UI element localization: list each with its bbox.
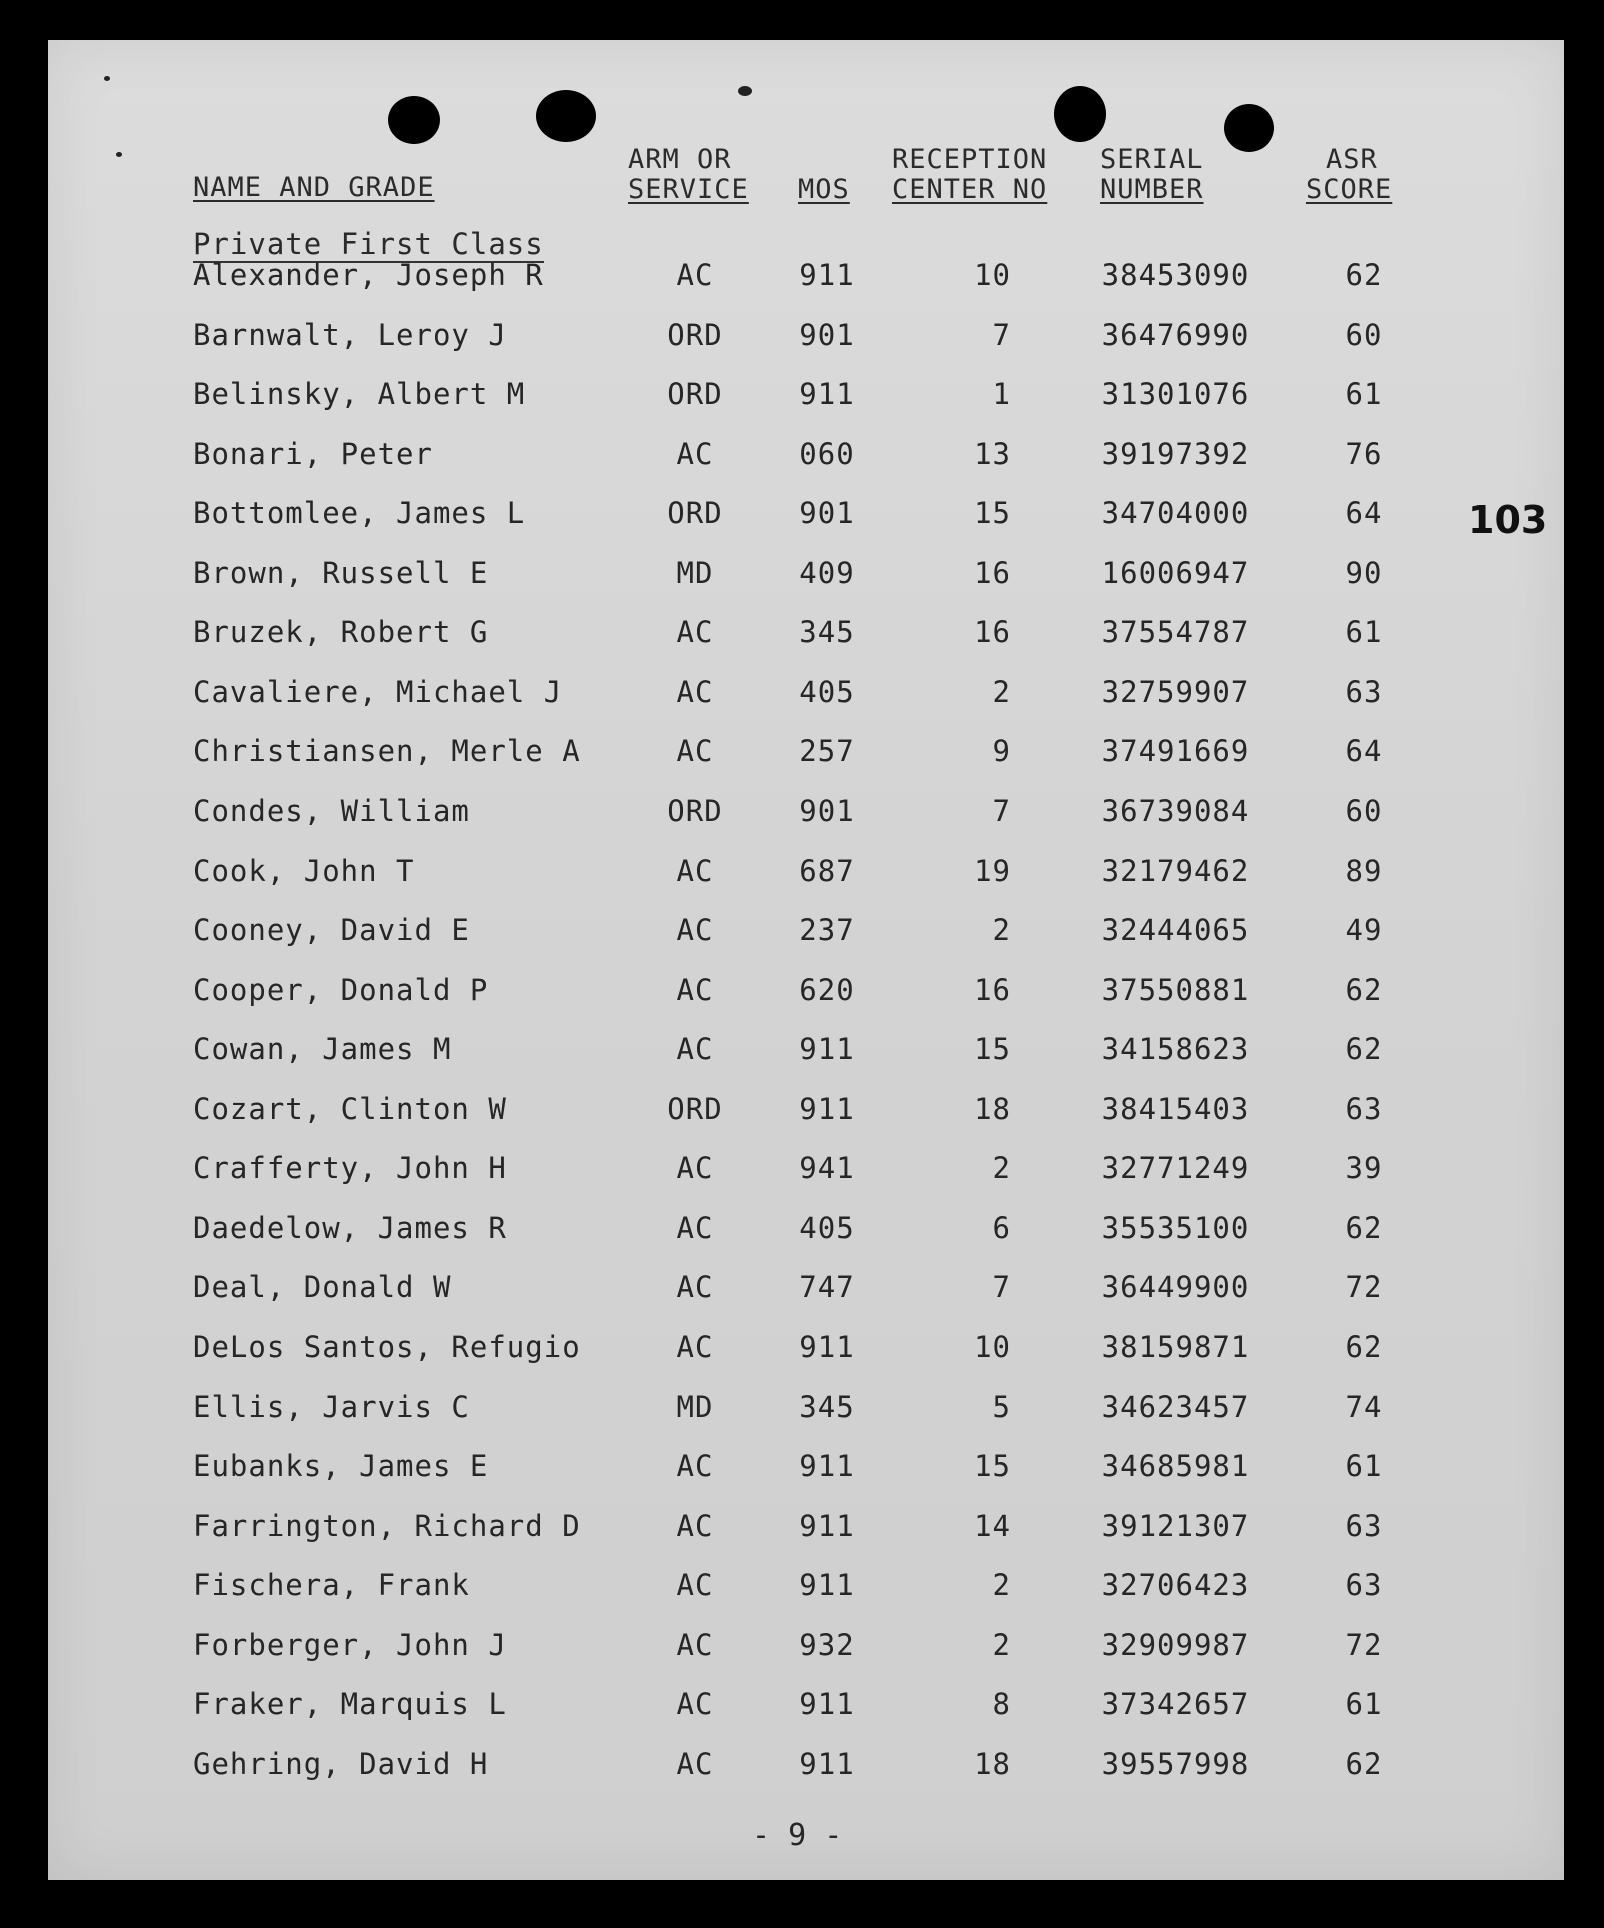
punch-hole xyxy=(536,90,596,142)
name-cell: Cozart, Clinton W xyxy=(193,1092,507,1126)
table-row xyxy=(0,973,1604,1013)
header-mos: MOS xyxy=(798,174,850,205)
arm-cell: MD xyxy=(676,1390,714,1424)
reception-cell: 14 xyxy=(974,1509,1011,1543)
name-cell: Crafferty, John H xyxy=(193,1151,507,1185)
asr-cell: 76 xyxy=(1345,437,1383,471)
name-cell: Brown, Russell E xyxy=(193,556,489,590)
serial-cell: 37550881 xyxy=(1101,973,1250,1007)
mos-cell: 901 xyxy=(799,496,855,530)
reception-cell: 16 xyxy=(974,615,1011,649)
name-cell: Eubanks, James E xyxy=(193,1449,489,1483)
mos-cell: 747 xyxy=(799,1270,855,1304)
arm-cell: AC xyxy=(676,615,714,649)
reception-cell: 1 xyxy=(992,377,1011,411)
name-cell: Cook, John T xyxy=(193,854,415,888)
mos-cell: 911 xyxy=(799,1568,855,1602)
header-reception-line2: CENTER NO xyxy=(892,174,1048,205)
header-arm-service-line1: ARM OR xyxy=(628,144,732,175)
table-row xyxy=(0,1032,1604,1072)
reception-cell: 2 xyxy=(992,913,1011,947)
reception-cell: 7 xyxy=(992,1270,1011,1304)
reception-cell: 15 xyxy=(974,496,1011,530)
arm-cell: AC xyxy=(676,1151,714,1185)
name-cell: Fischera, Frank xyxy=(193,1568,470,1602)
asr-cell: 63 xyxy=(1345,1092,1383,1126)
asr-cell: 61 xyxy=(1345,1687,1383,1721)
arm-cell: AC xyxy=(676,734,714,768)
mos-cell: 911 xyxy=(799,1032,855,1066)
mos-cell: 911 xyxy=(799,1509,855,1543)
table-row xyxy=(0,556,1604,596)
asr-cell: 62 xyxy=(1345,973,1383,1007)
name-cell: Cavaliere, Michael J xyxy=(193,675,563,709)
header-asr-line1: ASR xyxy=(1326,144,1378,175)
asr-cell: 89 xyxy=(1345,854,1383,888)
name-cell: Fraker, Marquis L xyxy=(193,1687,507,1721)
mos-cell: 345 xyxy=(799,615,855,649)
asr-cell: 60 xyxy=(1345,794,1383,828)
name-cell: DeLos Santos, Refugio xyxy=(193,1330,581,1364)
name-cell: Bottomlee, James L xyxy=(193,496,526,530)
name-cell: Condes, William xyxy=(193,794,470,828)
reception-cell: 6 xyxy=(992,1211,1011,1245)
table-row xyxy=(0,377,1604,417)
table-row xyxy=(0,615,1604,655)
mos-cell: 901 xyxy=(799,794,855,828)
name-cell: Deal, Donald W xyxy=(193,1270,452,1304)
punch-hole xyxy=(1054,86,1106,142)
reception-cell: 10 xyxy=(974,1330,1011,1364)
mos-cell: 060 xyxy=(799,437,855,471)
arm-cell: ORD xyxy=(667,496,723,530)
name-cell: Cooper, Donald P xyxy=(193,973,489,1007)
table-row xyxy=(0,854,1604,894)
grade-label: Private First Class xyxy=(193,227,544,261)
header-serial-line2: NUMBER xyxy=(1100,174,1204,205)
serial-cell: 37342657 xyxy=(1101,1687,1250,1721)
table-row xyxy=(0,734,1604,774)
reception-cell: 8 xyxy=(992,1687,1011,1721)
mos-cell: 911 xyxy=(799,1330,855,1364)
arm-cell: AC xyxy=(676,1509,714,1543)
table-row xyxy=(0,1747,1604,1787)
table-row xyxy=(0,1449,1604,1489)
mos-cell: 911 xyxy=(799,1449,855,1483)
header-arm-service-line2: SERVICE xyxy=(628,174,749,205)
asr-cell: 72 xyxy=(1345,1270,1383,1304)
serial-cell: 39557998 xyxy=(1101,1747,1250,1781)
name-cell: Christiansen, Merle A xyxy=(193,734,581,768)
asr-cell: 62 xyxy=(1345,1032,1383,1066)
arm-cell: AC xyxy=(676,1628,714,1662)
table-row xyxy=(0,1509,1604,1549)
table-row xyxy=(0,913,1604,953)
asr-cell: 63 xyxy=(1345,1568,1383,1602)
mos-cell: 257 xyxy=(799,734,855,768)
asr-cell: 61 xyxy=(1345,1449,1383,1483)
punch-hole xyxy=(1224,104,1274,152)
mos-cell: 405 xyxy=(799,675,855,709)
mos-cell: 901 xyxy=(799,318,855,352)
arm-cell: AC xyxy=(676,437,714,471)
arm-cell: AC xyxy=(676,854,714,888)
name-cell: Cooney, David E xyxy=(193,913,470,947)
stamp-number: 103 xyxy=(1468,498,1548,542)
name-cell: Forberger, John J xyxy=(193,1628,507,1662)
serial-cell: 32179462 xyxy=(1101,854,1250,888)
table-row xyxy=(0,437,1604,477)
asr-cell: 61 xyxy=(1345,615,1383,649)
arm-cell: AC xyxy=(676,675,714,709)
name-cell: Daedelow, James R xyxy=(193,1211,507,1245)
mos-cell: 237 xyxy=(799,913,855,947)
asr-cell: 49 xyxy=(1345,913,1383,947)
table-row xyxy=(0,1568,1604,1608)
serial-cell: 32771249 xyxy=(1101,1151,1250,1185)
reception-cell: 2 xyxy=(992,1568,1011,1602)
mos-cell: 911 xyxy=(799,1747,855,1781)
serial-cell: 36476990 xyxy=(1101,318,1250,352)
serial-cell: 39121307 xyxy=(1101,1509,1250,1543)
asr-cell: 62 xyxy=(1345,1211,1383,1245)
asr-cell: 64 xyxy=(1345,734,1383,768)
serial-cell: 34158623 xyxy=(1101,1032,1250,1066)
reception-cell: 16 xyxy=(974,556,1011,590)
reception-cell: 7 xyxy=(992,794,1011,828)
table-row xyxy=(0,675,1604,715)
asr-cell: 72 xyxy=(1345,1628,1383,1662)
table-row xyxy=(0,794,1604,834)
mos-cell: 620 xyxy=(799,973,855,1007)
arm-cell: AC xyxy=(676,258,714,292)
reception-cell: 13 xyxy=(974,437,1011,471)
reception-cell: 18 xyxy=(974,1092,1011,1126)
table-row xyxy=(0,1390,1604,1430)
smudge xyxy=(738,86,752,96)
name-cell: Belinsky, Albert M xyxy=(193,377,526,411)
arm-cell: AC xyxy=(676,913,714,947)
arm-cell: AC xyxy=(676,973,714,1007)
table-row xyxy=(0,318,1604,358)
table-row xyxy=(0,1092,1604,1132)
asr-cell: 64 xyxy=(1345,496,1383,530)
reception-cell: 2 xyxy=(992,1628,1011,1662)
asr-cell: 62 xyxy=(1345,258,1383,292)
reception-cell: 2 xyxy=(992,1151,1011,1185)
table-row xyxy=(0,1330,1604,1370)
serial-cell: 38159871 xyxy=(1101,1330,1250,1364)
header-name-grade: NAME AND GRADE xyxy=(193,172,435,203)
arm-cell: ORD xyxy=(667,377,723,411)
reception-cell: 18 xyxy=(974,1747,1011,1781)
table-row xyxy=(0,1628,1604,1668)
serial-cell: 35535100 xyxy=(1101,1211,1250,1245)
mos-cell: 911 xyxy=(799,1687,855,1721)
mos-cell: 911 xyxy=(799,1092,855,1126)
serial-cell: 32909987 xyxy=(1101,1628,1250,1662)
mos-cell: 687 xyxy=(799,854,855,888)
reception-cell: 9 xyxy=(992,734,1011,768)
reception-cell: 19 xyxy=(974,854,1011,888)
reception-cell: 16 xyxy=(974,973,1011,1007)
mos-cell: 911 xyxy=(799,377,855,411)
serial-cell: 34685981 xyxy=(1101,1449,1250,1483)
serial-cell: 36449900 xyxy=(1101,1270,1250,1304)
name-cell: Cowan, James M xyxy=(193,1032,452,1066)
serial-cell: 37554787 xyxy=(1101,615,1250,649)
asr-cell: 63 xyxy=(1345,675,1383,709)
asr-cell: 61 xyxy=(1345,377,1383,411)
arm-cell: AC xyxy=(676,1568,714,1602)
serial-cell: 32706423 xyxy=(1101,1568,1250,1602)
name-cell: Gehring, David H xyxy=(193,1747,489,1781)
name-cell: Alexander, Joseph R xyxy=(193,258,544,292)
arm-cell: AC xyxy=(676,1449,714,1483)
mos-cell: 941 xyxy=(799,1151,855,1185)
arm-cell: ORD xyxy=(667,794,723,828)
header-asr-line2: SCORE xyxy=(1306,174,1393,205)
arm-cell: AC xyxy=(676,1330,714,1364)
serial-cell: 38453090 xyxy=(1101,258,1250,292)
serial-cell: 37491669 xyxy=(1101,734,1250,768)
asr-cell: 62 xyxy=(1345,1330,1383,1364)
page-number: - 9 - xyxy=(752,1818,843,1853)
reception-cell: 10 xyxy=(974,258,1011,292)
header-serial-line1: SERIAL xyxy=(1100,144,1204,175)
table-row xyxy=(0,496,1604,536)
arm-cell: AC xyxy=(676,1687,714,1721)
arm-cell: AC xyxy=(676,1032,714,1066)
arm-cell: AC xyxy=(676,1270,714,1304)
mos-cell: 409 xyxy=(799,556,855,590)
smudge xyxy=(116,152,122,157)
table-row xyxy=(0,1211,1604,1251)
name-cell: Farrington, Richard D xyxy=(193,1509,581,1543)
table-row xyxy=(0,1687,1604,1727)
mos-cell: 911 xyxy=(799,258,855,292)
reception-cell: 7 xyxy=(992,318,1011,352)
table-row xyxy=(0,258,1604,298)
mos-cell: 345 xyxy=(799,1390,855,1424)
reception-cell: 15 xyxy=(974,1032,1011,1066)
serial-cell: 16006947 xyxy=(1101,556,1250,590)
asr-cell: 74 xyxy=(1345,1390,1383,1424)
arm-cell: MD xyxy=(676,556,714,590)
reception-cell: 2 xyxy=(992,675,1011,709)
asr-cell: 62 xyxy=(1345,1747,1383,1781)
reception-cell: 5 xyxy=(992,1390,1011,1424)
arm-cell: AC xyxy=(676,1747,714,1781)
asr-cell: 63 xyxy=(1345,1509,1383,1543)
arm-cell: ORD xyxy=(667,318,723,352)
name-cell: Bruzek, Robert G xyxy=(193,615,489,649)
asr-cell: 60 xyxy=(1345,318,1383,352)
arm-cell: ORD xyxy=(667,1092,723,1126)
reception-cell: 15 xyxy=(974,1449,1011,1483)
asr-cell: 90 xyxy=(1345,556,1383,590)
serial-cell: 34623457 xyxy=(1101,1390,1250,1424)
punch-hole xyxy=(388,96,440,144)
serial-cell: 38415403 xyxy=(1101,1092,1250,1126)
name-cell: Bonari, Peter xyxy=(193,437,433,471)
table-row xyxy=(0,1151,1604,1191)
mos-cell: 932 xyxy=(799,1628,855,1662)
smudge xyxy=(104,76,110,81)
name-cell: Ellis, Jarvis C xyxy=(193,1390,470,1424)
serial-cell: 32759907 xyxy=(1101,675,1250,709)
serial-cell: 34704000 xyxy=(1101,496,1250,530)
name-cell: Barnwalt, Leroy J xyxy=(193,318,507,352)
asr-cell: 39 xyxy=(1345,1151,1383,1185)
arm-cell: AC xyxy=(676,1211,714,1245)
serial-cell: 36739084 xyxy=(1101,794,1250,828)
serial-cell: 39197392 xyxy=(1101,437,1250,471)
serial-cell: 32444065 xyxy=(1101,913,1250,947)
table-row xyxy=(0,1270,1604,1310)
header-reception-line1: RECEPTION xyxy=(892,144,1048,175)
mos-cell: 405 xyxy=(799,1211,855,1245)
serial-cell: 31301076 xyxy=(1101,377,1250,411)
